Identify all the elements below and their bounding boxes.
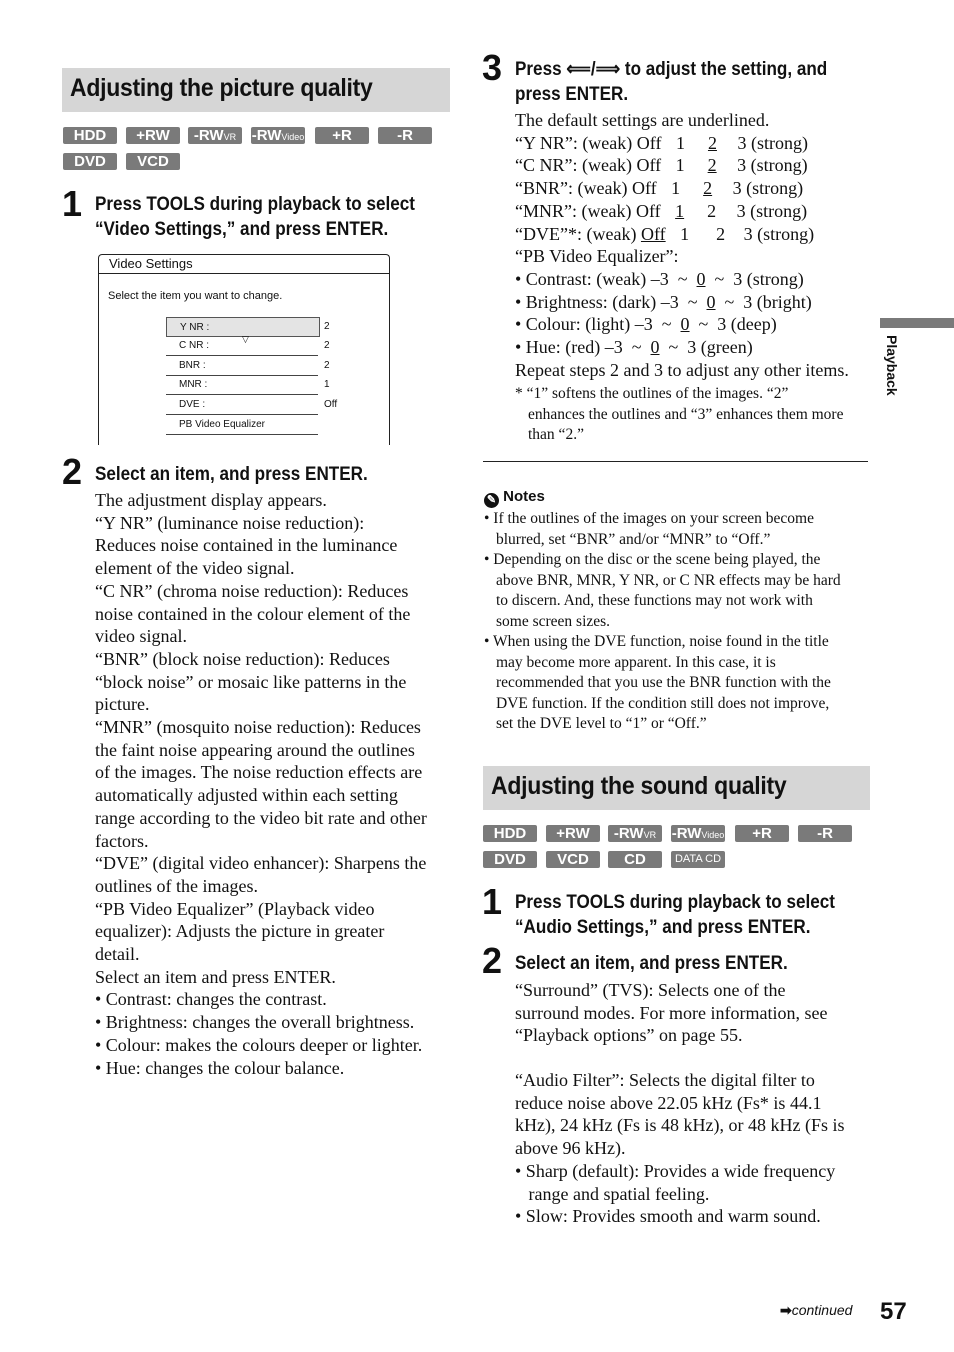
dve-setting: “DVE”*: (weak) Off 1 2 3 (strong): [515, 223, 815, 244]
side-label: Playback: [884, 335, 900, 396]
eq-list: [515, 268, 875, 359]
note-line: • When using the DVE function, noise found in the title: [484, 633, 829, 650]
video-settings-screen: [98, 254, 390, 445]
step-title: Press TOOLS during playback to select “Video Settings,” and press ENTER.: [95, 194, 415, 240]
step-number: 1: [482, 881, 503, 922]
note-line: may become more apparent. In this case, it is: [496, 653, 776, 671]
setting-value: 1: [324, 379, 330, 390]
body-line: Reduces noise contained in the luminance: [95, 535, 398, 556]
body-line: reduce noise above 22.05 kHz (Fs* is 44.1: [515, 1092, 822, 1113]
badge-rw-video: -RWVideo: [251, 127, 305, 144]
setting-line: “C NR”: (weak) Off 1 2 3 (strong): [515, 155, 808, 176]
body-line: • Hue: changes the colour balance.: [95, 1057, 345, 1078]
badge-plus-rw: +RW: [546, 825, 600, 842]
body-line: video signal.: [95, 626, 187, 647]
body-line: “block noise” or mosaic like patterns in the: [95, 671, 407, 692]
note-icon: ✎: [484, 493, 499, 508]
setting-value: 2: [324, 321, 330, 332]
body-line: surround modes. For more information, see: [515, 1002, 828, 1023]
badge-dvd: DVD: [63, 153, 117, 170]
setting-row-pb-eq: PB Video Equalizer: [166, 415, 318, 435]
page-number: 57: [880, 1298, 907, 1325]
setting-line: “Y NR”: (weak) Off 1 2 3 (strong): [515, 132, 808, 153]
badge-plus-r: +R: [315, 127, 369, 144]
note-line: blurred, set “BNR” and/or “MNR” to “Off.”: [496, 530, 771, 548]
note-line: some screen sizes.: [496, 612, 611, 630]
body-line: “Playback options” on page 55.: [515, 1025, 743, 1046]
audio-filter-description: [515, 1069, 875, 1228]
badge-vcd: VCD: [126, 153, 180, 170]
section-title: Adjusting the sound quality: [491, 772, 787, 800]
badge-vcd: VCD: [546, 851, 600, 868]
body-line: the faint noise appearing around the outlines: [95, 739, 415, 760]
body-line: range according to the video bit rate and other: [95, 807, 427, 828]
body-line: factors.: [95, 830, 149, 851]
setting-value: 2: [324, 340, 330, 351]
setting-value: Off: [324, 399, 338, 410]
note-line: set the DVE level to “1” or “Off.”: [496, 715, 707, 732]
surround-description: [515, 979, 875, 1047]
body-line: equalizer): Adjusts the picture in greater: [95, 921, 385, 942]
step-number: 1: [62, 183, 83, 224]
side-tab-marker: [880, 318, 954, 328]
body-line: The adjustment display appears.: [95, 490, 327, 510]
setting-row-dve: DVE :: [166, 395, 318, 415]
body-line: outlines of the images.: [95, 875, 258, 896]
setting-row-ynr: Y NR :: [166, 317, 320, 337]
note-line: • Depending on the disc or the scene being played, the: [484, 551, 821, 568]
arrow-right-icon: ➡: [780, 1302, 792, 1318]
continued-indicator: ➡continued: [780, 1302, 853, 1318]
body-line: automatically adjusted within each setting: [95, 785, 398, 806]
body-line: element of the video signal.: [95, 558, 295, 579]
body-line: kHz), 24 kHz (Fs is 48 kHz), or 48 kHz (Fs is: [515, 1115, 845, 1136]
notes-heading: ✎ Notes: [484, 488, 545, 508]
step-number: 2: [482, 940, 503, 981]
body-line: “C NR” (chroma noise reduction): Reduces: [95, 580, 409, 601]
eq-title: “PB Video Equalizer”:: [515, 246, 679, 267]
setting-value: 2: [324, 360, 330, 371]
note-line: recommended that you use the BNR function with the: [496, 674, 831, 691]
repeat-text: Repeat steps 2 and 3 to adjust any other items.: [515, 359, 849, 380]
step-title: Select an item, and press ENTER.: [515, 953, 788, 974]
eq-line: • Colour: (light) –3 ~ 0 ~ 3 (deep): [515, 314, 777, 335]
eq-line: • Hue: (red) –3 ~ 0 ~ 3 (green): [515, 337, 753, 358]
step-3-body: [515, 109, 875, 381]
body-line: “BNR” (block noise reduction): Reduces: [95, 648, 390, 669]
note-line: to discern. And, these functions may not work with: [496, 592, 813, 609]
body-line: picture.: [95, 694, 150, 715]
note-line: DVE function. If the condition still does not improve,: [496, 694, 830, 712]
divider: [483, 461, 868, 462]
badge-hdd: HDD: [63, 127, 117, 144]
eq-line: • Contrast: (weak) –3 ~ 0 ~ 3 (strong): [515, 268, 804, 289]
badge-minus-r: -R: [798, 825, 852, 842]
chevron-down-icon: ▽: [242, 334, 249, 344]
body-line: “PB Video Equalizer” (Playback video: [95, 898, 375, 919]
step-title: Press TOOLS during playback to select “Audio Settings,” and press ENTER.: [515, 892, 835, 938]
badge-cd: CD: [608, 851, 662, 868]
notes-list: [484, 509, 874, 735]
body-line: noise contained in the colour element of the: [95, 603, 411, 624]
badge-minus-r: -R: [378, 127, 432, 144]
badge-plus-rw: +RW: [126, 127, 180, 144]
body-line: • Sharp (default): Provides a wide frequency: [515, 1160, 836, 1181]
badge-dvd: DVD: [483, 851, 537, 868]
body-line: “DVE” (digital video enhancer): Sharpens the: [95, 853, 427, 874]
setting-row-bnr: BNR :: [166, 356, 318, 376]
setting-line: “BNR”: (weak) Off 1 2 3 (strong): [515, 178, 804, 199]
screen-header: Video Settings: [99, 255, 389, 274]
body-line: “Surround” (TVS): Selects one of the: [515, 980, 786, 1000]
note-line: above BNR, MNR, Y NR, or C NR effects may be hard: [496, 571, 841, 589]
step-number: 2: [62, 451, 83, 492]
note-line: • If the outlines of the images on your screen become: [484, 510, 814, 527]
body-line: “Y NR” (luminance noise reduction):: [95, 512, 365, 533]
eq-line: • Brightness: (dark) –3 ~ 0 ~ 3 (bright): [515, 291, 812, 312]
setting-row-cnr: C NR :: [166, 336, 318, 356]
body-line: • Brightness: changes the overall brightness.: [95, 1012, 415, 1033]
section-title: Adjusting the picture quality: [70, 74, 373, 102]
screen-prompt: Select the item you want to change.: [108, 290, 283, 302]
step-title: Select an item, and press ENTER.: [95, 464, 368, 485]
step-number: 3: [482, 47, 503, 88]
body-line: above 96 kHz).: [515, 1138, 626, 1159]
step-title: Press ⟸/⟹ to adjust the setting, and press ENTER.: [515, 59, 828, 105]
step-2-body: [95, 489, 455, 1079]
badge-rw-vr: -RWVR: [188, 127, 242, 144]
section-header-sound: [483, 766, 870, 810]
badge-rw-video: -RWVideo: [671, 825, 725, 842]
badge-rw-vr: -RWVR: [608, 825, 662, 842]
body-line: “Audio Filter”: Selects the digital filter to: [515, 1070, 815, 1090]
body-line: • Colour: makes the colours deeper or lighter.: [95, 1034, 423, 1055]
body-line: Select an item and press ENTER.: [95, 966, 336, 987]
settings-list: [515, 132, 875, 223]
body-line: • Slow: Provides smooth and warm sound.: [515, 1206, 821, 1227]
badge-hdd: HDD: [483, 825, 537, 842]
body-line: detail.: [95, 944, 140, 965]
badge-data-cd: DATA CD: [671, 851, 725, 868]
body-line: range and spatial feeling.: [515, 1183, 710, 1204]
body-line: of the images. The noise reduction effects are: [95, 762, 423, 783]
body-line: “MNR” (mosquito noise reduction): Reduces: [95, 717, 421, 738]
section-header-picture: [62, 68, 450, 112]
left-right-arrow-icon: ⟸/⟹: [566, 59, 621, 80]
defaults-intro: The default settings are underlined.: [515, 110, 770, 130]
body-line: • Contrast: changes the contrast.: [95, 989, 327, 1010]
footnote: * “1” softens the outlines of the images. “2” enhances the outlines and “3” enhances them more than “2.”: [515, 385, 844, 443]
badge-plus-r: +R: [735, 825, 789, 842]
setting-row-mnr: MNR :: [166, 375, 318, 395]
setting-line: “MNR”: (weak) Off 1 2 3 (strong): [515, 200, 808, 221]
